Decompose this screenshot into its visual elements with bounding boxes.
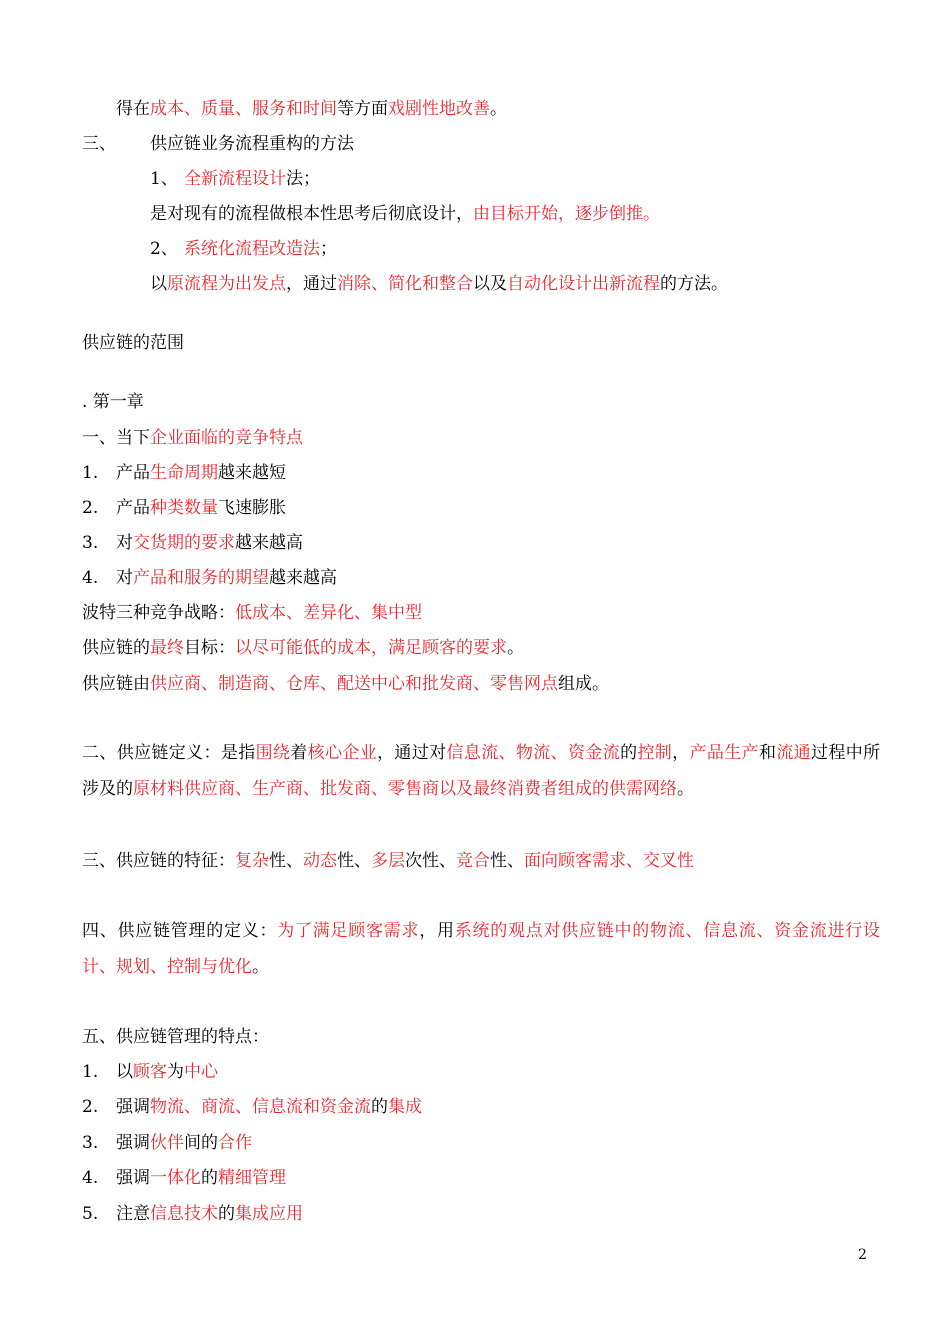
text: 得在 — [116, 99, 150, 119]
highlight: 自动化设计出新流程 — [507, 274, 660, 294]
text: ； — [320, 239, 337, 259]
text: 的 — [620, 743, 638, 763]
list-item — [82, 1204, 880, 1224]
text: 的方法。 — [660, 274, 728, 294]
text: 为 — [167, 1062, 184, 1082]
text: 性、 — [269, 851, 303, 871]
text: 以 — [116, 1062, 133, 1082]
porter-strategies — [82, 603, 880, 623]
highlight: 生命周期 — [150, 463, 218, 483]
text: 一、当下 — [82, 428, 150, 448]
text: 供应链的 — [82, 638, 150, 658]
text: 四、供应链管理的定义： — [82, 921, 278, 941]
text: 次性、 — [405, 851, 456, 871]
supply-chain-features — [82, 851, 880, 871]
scm-features-heading: 五、供应链管理的特点： — [82, 1027, 269, 1047]
item-number: 2、 — [150, 239, 178, 259]
text: 二、供应链定义：是指 — [82, 743, 256, 763]
list-item — [82, 1062, 880, 1082]
highlight: 系统的观点对供应链中的物流、信息流、资金流进行设计、规划、控制与优化 — [82, 921, 880, 977]
text: 等方面 — [337, 99, 388, 119]
text: 供应链由 — [82, 674, 150, 694]
highlight: 产品和服务的期望 — [133, 568, 269, 588]
item-number: 1、 — [150, 169, 178, 189]
intro-line — [116, 99, 880, 119]
text: 组成。 — [558, 674, 609, 694]
text: 产品 — [116, 463, 150, 483]
text: 强调 — [116, 1133, 150, 1153]
text: 的 — [371, 1097, 388, 1117]
text: 目标： — [184, 638, 235, 658]
highlight: 供应商、制造商、仓库、配送中心和批发商、零售网点 — [150, 674, 558, 694]
list-item — [82, 568, 880, 588]
highlight: 核心企业 — [307, 743, 378, 763]
highlight: 多层 — [371, 851, 405, 871]
text: ，通过 — [286, 274, 337, 294]
item-number: 2. — [82, 1097, 99, 1117]
section-three-heading — [82, 134, 880, 154]
highlight: 合作 — [218, 1133, 252, 1153]
text: 越来越高 — [269, 568, 337, 588]
section-title: 供应链业务流程重构的方法 — [150, 134, 354, 154]
item-number: 1. — [82, 463, 99, 483]
text: 注意 — [116, 1204, 150, 1224]
chapter-title: . 第一章 — [82, 392, 144, 412]
text: 。 — [252, 957, 269, 977]
highlight: 中心 — [184, 1062, 218, 1082]
text: 越来越高 — [235, 533, 303, 553]
text: 三、供应链的特征： — [82, 851, 235, 871]
highlight: 原流程为出发点 — [167, 274, 286, 294]
highlight: 系统化流程改造法 — [184, 239, 320, 259]
item-number: 5. — [82, 1204, 99, 1224]
highlight: 精细管理 — [218, 1168, 286, 1188]
highlight: 产品生产 — [689, 743, 759, 763]
method-2-desc — [150, 274, 880, 294]
scope-title: 供应链的范围 — [82, 333, 184, 353]
section-number: 三、 — [82, 134, 116, 154]
text: 。 — [507, 638, 524, 658]
item-number: 3. — [82, 533, 99, 553]
highlight: 一体化 — [150, 1168, 201, 1188]
item-number: 1. — [82, 1062, 99, 1082]
page-number: 2 — [858, 1247, 867, 1263]
highlight: 集成 — [388, 1097, 422, 1117]
text: ， — [672, 743, 690, 763]
text: 过程中所涉及的 — [82, 743, 881, 799]
method-1 — [150, 169, 880, 189]
highlight: 消除、简化和整合 — [337, 274, 473, 294]
text: 产品 — [116, 498, 150, 518]
highlight: 信息技术 — [150, 1204, 218, 1224]
text: 法； — [286, 169, 320, 189]
text: 对 — [116, 533, 133, 553]
highlight: 复杂 — [235, 851, 269, 871]
text: 波特三种竞争战略： — [82, 603, 235, 623]
supply-chain-composition — [82, 674, 880, 694]
highlight: 流通 — [776, 743, 812, 763]
highlight: 集成应用 — [235, 1204, 303, 1224]
list-item — [82, 463, 880, 483]
highlight: 成本、质量、服务和时间 — [150, 99, 337, 119]
text: 性、 — [337, 851, 371, 871]
item-number: 4. — [82, 568, 99, 588]
text: 强调 — [116, 1097, 150, 1117]
highlight: 企业面临的竞争特点 — [150, 428, 303, 448]
highlight: 物流、商流、信息流和资金流 — [150, 1097, 371, 1117]
text: 的 — [218, 1204, 235, 1224]
highlight: 种类数量 — [150, 498, 218, 518]
text: 。 — [490, 99, 507, 119]
text: 和 — [758, 743, 777, 763]
text: 飞速膨胀 — [218, 498, 286, 518]
list-item — [82, 498, 880, 518]
competition-heading — [82, 428, 880, 448]
highlight: 控制 — [637, 743, 673, 763]
highlight: 竞合 — [456, 851, 490, 871]
text: 着 — [290, 743, 308, 763]
text: 强调 — [116, 1168, 150, 1188]
highlight: 戏剧性地改善 — [388, 99, 490, 119]
item-number: 4. — [82, 1168, 99, 1188]
text: ，用 — [419, 921, 455, 941]
highlight: 由目标开始，逐步倒推。 — [473, 204, 660, 224]
list-item — [82, 1133, 880, 1153]
supply-chain-goal — [82, 638, 880, 658]
text: 以及 — [473, 274, 507, 294]
text: 的 — [201, 1168, 218, 1188]
list-item — [82, 533, 880, 553]
highlight: 面向顾客需求、交叉性 — [524, 851, 694, 871]
method-1-desc — [150, 204, 880, 224]
text: 。 — [677, 779, 694, 799]
supply-chain-definition — [82, 735, 880, 807]
text: 对 — [116, 568, 133, 588]
text: 越来越短 — [218, 463, 286, 483]
highlight: 信息流、物流、资金流 — [446, 743, 621, 763]
text: ，通过对 — [377, 743, 447, 763]
method-2 — [150, 239, 880, 259]
highlight: 最终 — [150, 638, 184, 658]
item-number: 3. — [82, 1133, 99, 1153]
scm-definition — [82, 913, 880, 985]
highlight: 低成本、差异化、集中型 — [235, 603, 422, 623]
highlight: 交货期的要求 — [133, 533, 235, 553]
highlight: 以尽可能低的成本，满足顾客的要求 — [235, 638, 507, 658]
highlight: 为了满足顾客需求 — [277, 921, 420, 941]
text: 间的 — [184, 1133, 218, 1153]
highlight: 动态 — [303, 851, 337, 871]
highlight: 围绕 — [255, 743, 291, 763]
text: 是对现有的流程做根本性思考后彻底设计， — [150, 204, 473, 224]
list-item — [82, 1168, 880, 1188]
highlight: 全新流程设计 — [184, 169, 286, 189]
text: 性、 — [490, 851, 524, 871]
highlight: 原材料供应商、生产商、批发商、零售商以及最终消费者组成的供需网络 — [133, 779, 677, 799]
highlight: 伙伴 — [150, 1133, 184, 1153]
list-item — [82, 1097, 880, 1117]
highlight: 顾客 — [133, 1062, 167, 1082]
text: 以 — [150, 274, 167, 294]
item-number: 2. — [82, 498, 99, 518]
